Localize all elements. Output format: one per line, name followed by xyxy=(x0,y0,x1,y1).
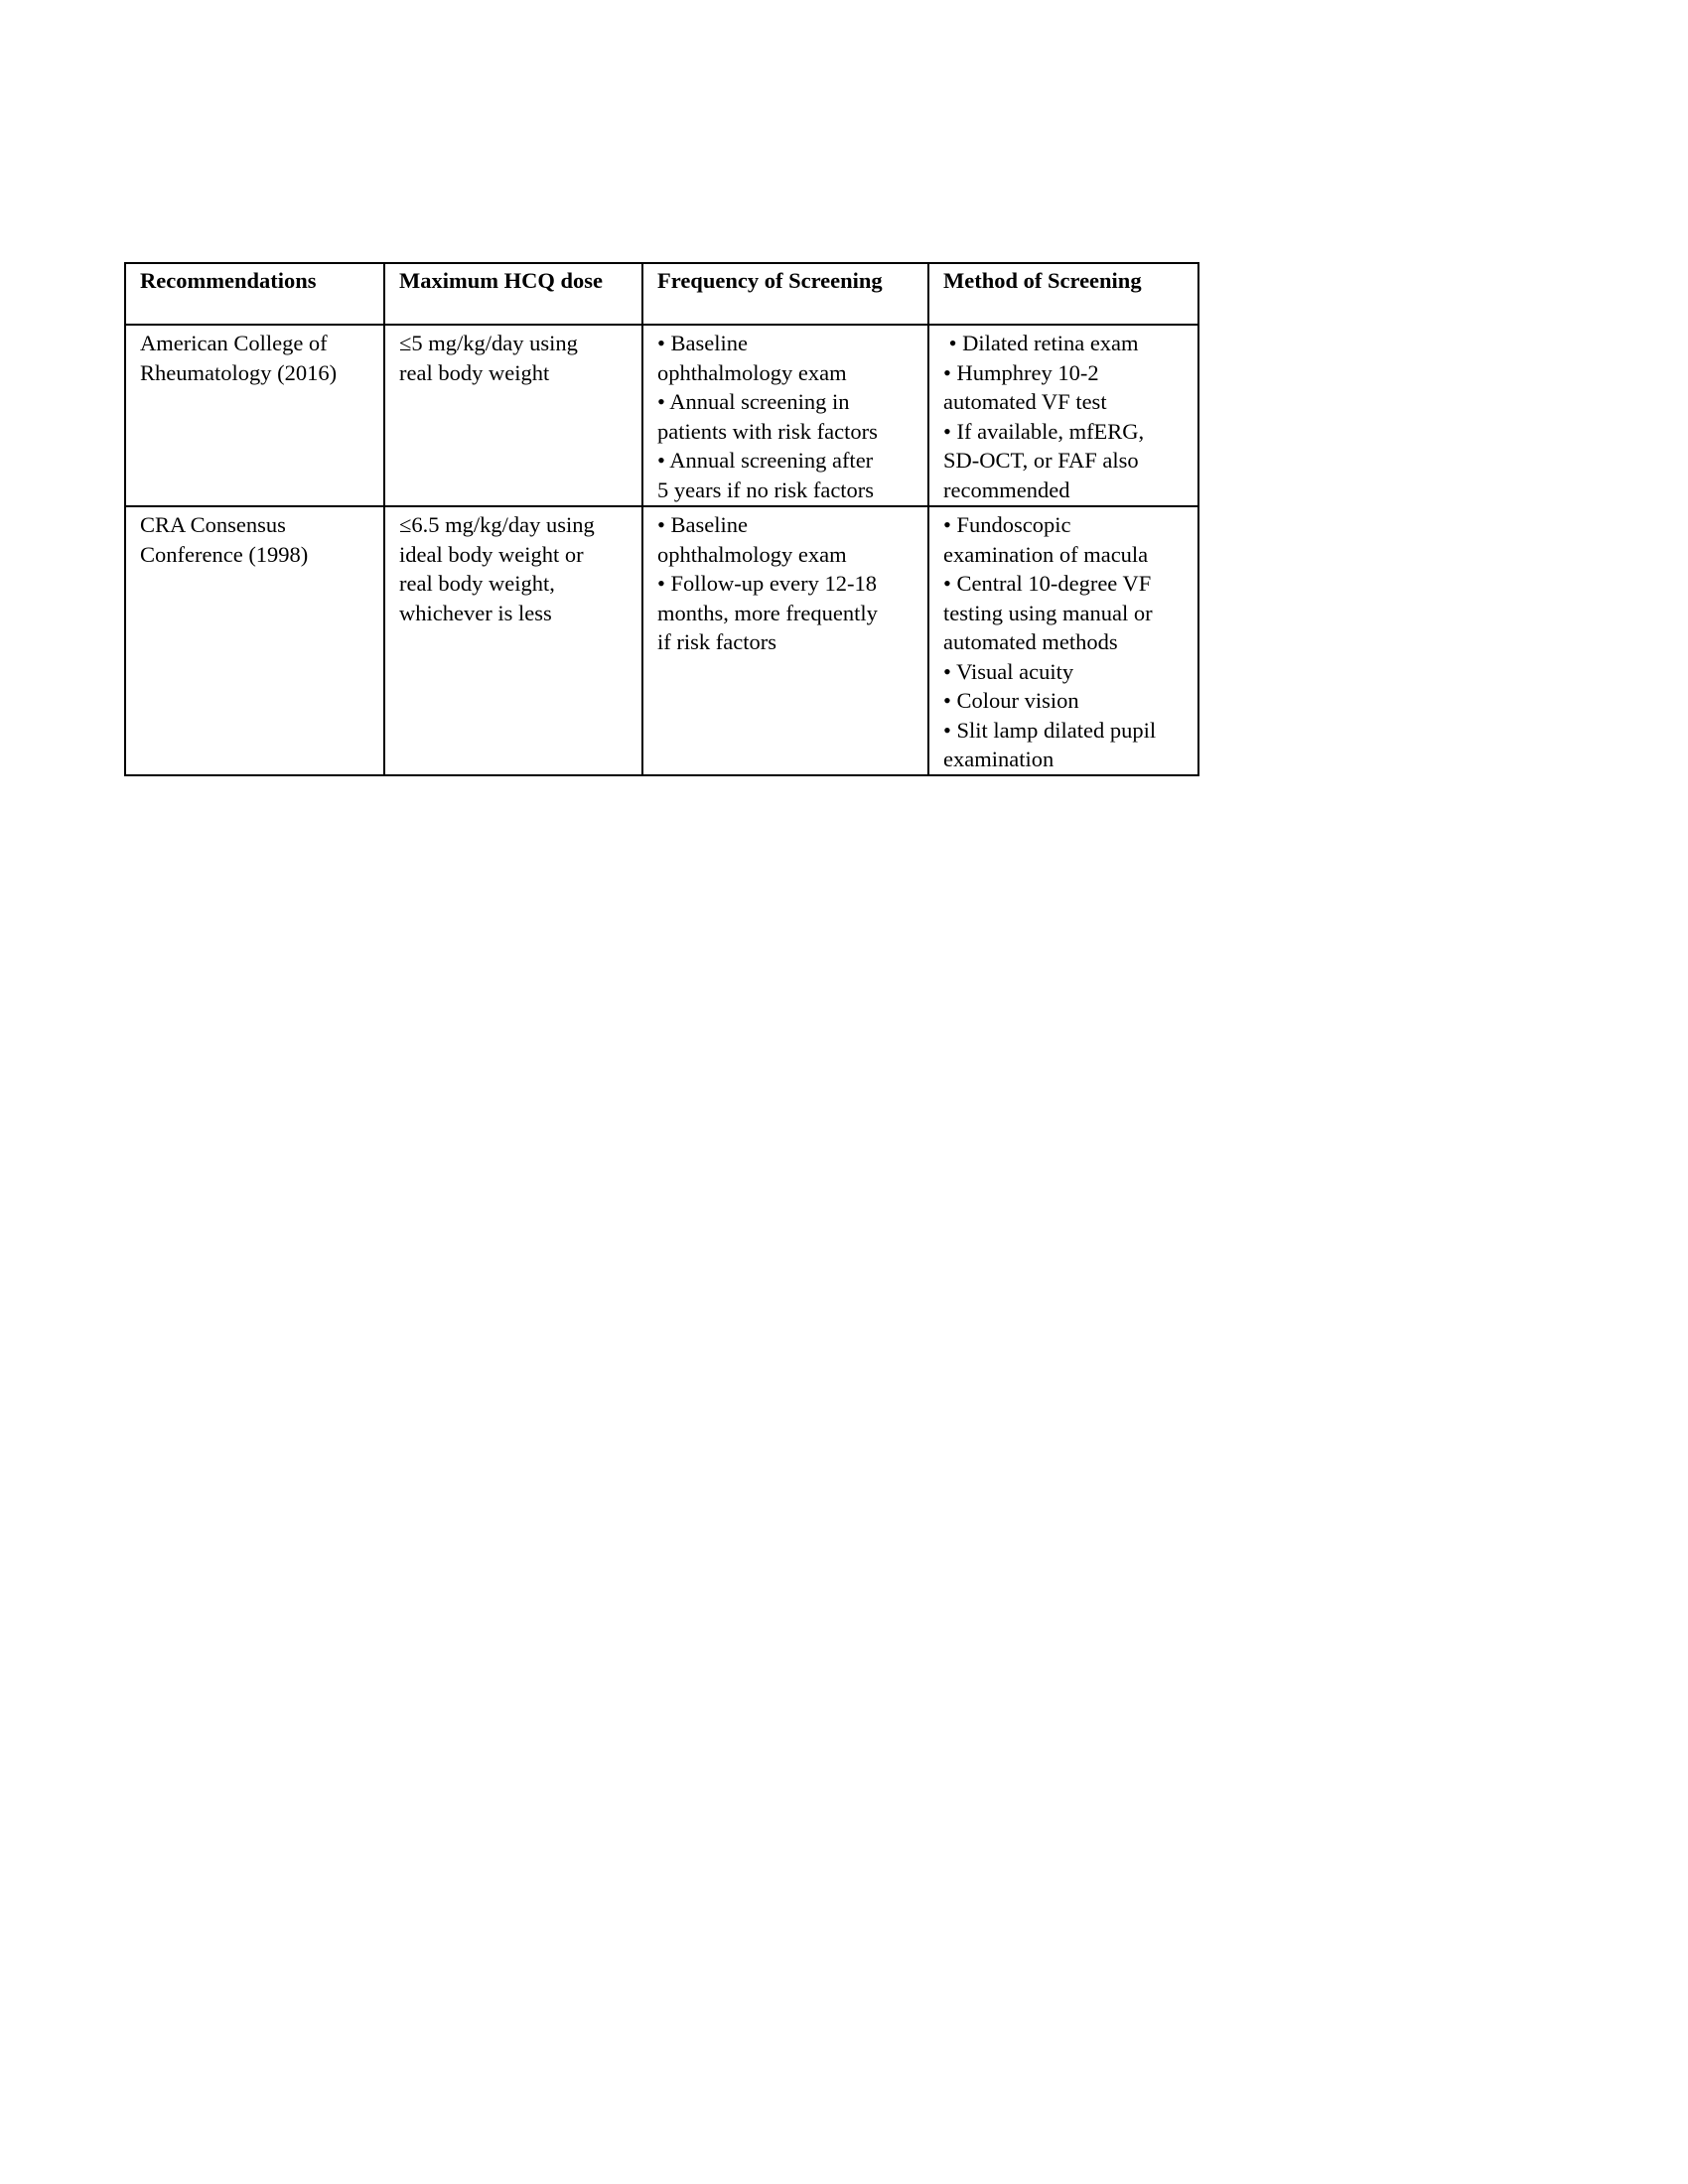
cell-text-line: whichever is less xyxy=(399,600,552,625)
hcq-screening-table xyxy=(124,262,1199,776)
list-item-line: • Slit lamp dilated pupil xyxy=(943,717,1157,743)
header-method-of-screening: Method of Screening xyxy=(928,263,1198,325)
list-item-line: examination of macula xyxy=(943,541,1149,567)
cell-recommendations xyxy=(125,506,384,775)
cell-text-line: ≤6.5 mg/kg/day using xyxy=(399,512,595,537)
cell-max-dose xyxy=(384,506,642,775)
list-item-line: • Annual screening after xyxy=(657,448,874,473)
list-item-line: • Humphrey 10-2 xyxy=(943,359,1099,385)
cell-text-line: real body weight, xyxy=(399,571,555,596)
header-recommendations: Recommendations xyxy=(125,263,384,325)
list-item-line: examination xyxy=(943,747,1055,771)
list-item-line: ophthalmology exam xyxy=(657,541,847,567)
cell-text-line: ideal body weight or xyxy=(399,541,584,567)
cell-method xyxy=(928,325,1198,506)
list-item-line: • Baseline xyxy=(657,512,748,537)
list-item-line: • If available, mfERG, xyxy=(943,418,1145,444)
cell-text-line: Conference (1998) xyxy=(140,541,309,567)
header-frequency-of-screening: Frequency of Screening xyxy=(642,263,928,325)
list-item-line: • Colour vision xyxy=(943,688,1079,713)
list-item-line: SD-OCT, or FAF also xyxy=(943,448,1139,473)
cell-frequency xyxy=(642,506,928,775)
list-item-line: automated methods xyxy=(943,629,1118,654)
cell-method xyxy=(928,506,1198,775)
table-row-acr-2016 xyxy=(125,325,1198,506)
table-row-cra-1998 xyxy=(125,506,1198,775)
list-item-line: automated VF test xyxy=(943,389,1107,414)
list-item-line: • Baseline xyxy=(657,331,748,355)
cell-text-line: real body weight xyxy=(399,359,550,385)
list-item-line: months, more frequently xyxy=(657,600,878,625)
list-item-line: 5 years if no risk factors xyxy=(657,477,875,502)
list-item-line: patients with risk factors xyxy=(657,418,878,444)
list-item-line: recommended xyxy=(943,477,1070,502)
cell-text-line: American College of xyxy=(140,331,328,355)
list-item-line: • Fundoscopic xyxy=(943,512,1071,537)
list-item-line: • Central 10-degree VF xyxy=(943,571,1152,596)
cell-recommendations xyxy=(125,325,384,506)
list-item-line: • Dilated retina exam xyxy=(943,331,1139,355)
list-item-line: testing using manual or xyxy=(943,600,1153,625)
list-item-line: ophthalmology exam xyxy=(657,359,847,385)
list-item-line: • Annual screening in xyxy=(657,389,850,414)
cell-frequency xyxy=(642,325,928,506)
cell-text-line: Rheumatology (2016) xyxy=(140,359,338,385)
table-header-row xyxy=(125,263,1198,325)
cell-text-line: ≤5 mg/kg/day using xyxy=(399,331,578,355)
cell-max-dose xyxy=(384,325,642,506)
cell-text-line: CRA Consensus xyxy=(140,512,286,537)
list-item-line: if risk factors xyxy=(657,629,776,654)
header-maximum-hcq-dose: Maximum HCQ dose xyxy=(384,263,642,325)
list-item-line: • Visual acuity xyxy=(943,658,1074,684)
list-item-line: • Follow-up every 12-18 xyxy=(657,571,877,596)
